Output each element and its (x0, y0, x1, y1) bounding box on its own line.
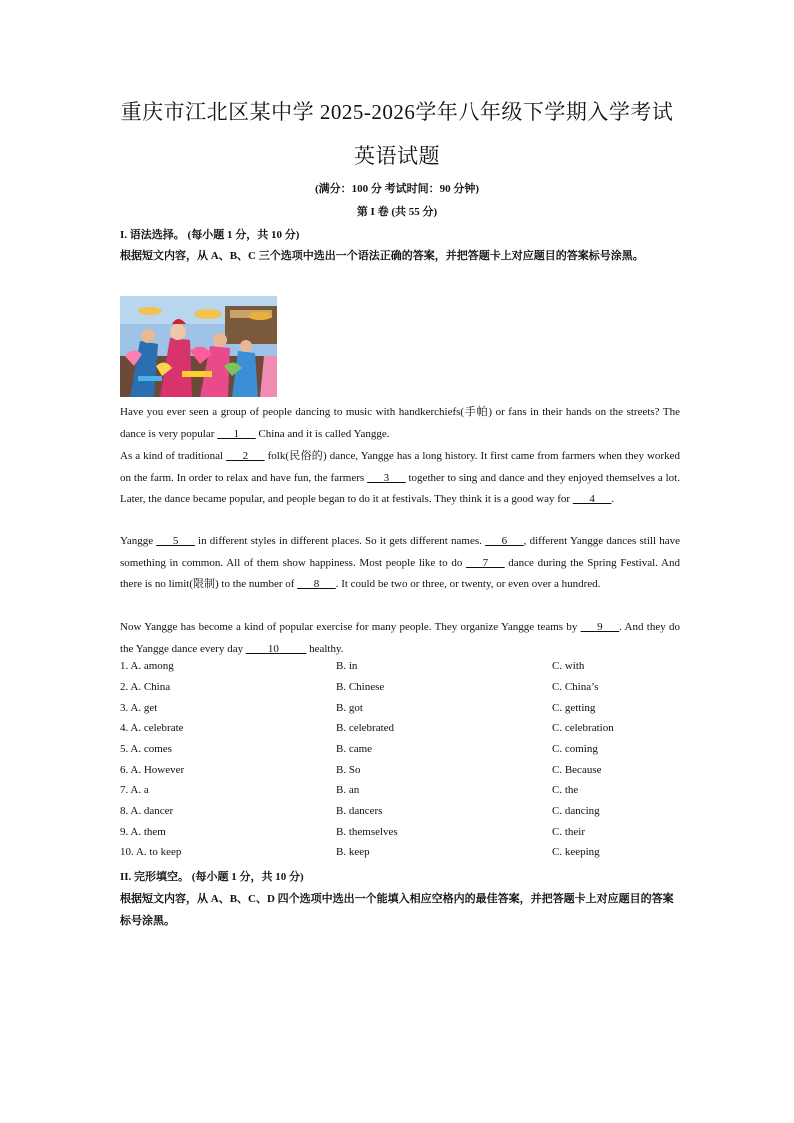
option-b: B. came (336, 743, 373, 755)
blank-7: ___7___ (466, 556, 505, 569)
option-c: C. Because (552, 764, 602, 776)
blank-1: ___1___ (217, 427, 256, 440)
option-row-8 (120, 805, 680, 825)
option-c: C. with (552, 660, 585, 672)
exam-title: 重庆市江北区某中学 2025-2026学年八年级下学期入学考试 (120, 100, 674, 124)
score-time-info: (满分：100 分 考试时间：90 分钟) (314, 183, 480, 195)
option-c: C. celebration (552, 722, 614, 734)
option-row-3 (120, 702, 680, 722)
blank-9: ___9___ (580, 621, 620, 633)
passage-text: folk(民俗的) dance, Yangge has a long history. It first came from farmers when they worked on the farm. In order to relax and have fun, the farmers (120, 450, 680, 484)
option-c: C. keeping (552, 846, 600, 858)
option-b: B. So (336, 764, 361, 776)
option-row-2 (120, 681, 680, 701)
option-a: 10. A. to keep (120, 846, 182, 858)
option-row-7 (120, 784, 680, 804)
option-b: B. in (336, 660, 358, 672)
option-b: B. an (336, 784, 360, 796)
option-row-6 (120, 764, 680, 784)
option-row-4 (120, 722, 680, 742)
passage-text: . It could be two or three, or twenty, or even over a hundred. (335, 578, 601, 590)
section1-instruction: 根据短文内容，从 A、B、C 三个选项中选出一个语法正确的答案，并把答题卡上对应题目的答案标号涂黑。 (120, 250, 644, 262)
option-b: B. Chinese (336, 681, 385, 693)
option-row-1 (120, 660, 680, 680)
passage-text: China and it is called Yangge. (255, 427, 390, 440)
blank-4: ___4___ (572, 493, 612, 505)
passage-text: . (611, 493, 615, 505)
passage-text: healthy. (306, 642, 344, 655)
passage-text: in different styles in different places. So it gets different names. (194, 535, 486, 547)
blank-10: ____10_____ (245, 642, 307, 655)
option-b: B. dancers (336, 805, 383, 817)
yangge-dance-photo (120, 296, 277, 397)
blank-3: ___3___ (367, 471, 406, 484)
option-c: C. getting (552, 702, 596, 714)
option-a: 8. A. dancer (120, 805, 174, 817)
option-a: 7. A. a (120, 784, 149, 796)
volume-label: 第 I 卷 (共 55 分) (356, 206, 438, 218)
passage-text: Have you ever seen a group of people dancing to music with handkerchiefs(手帕) or fans in their hands on the streets? The dance is very popular (120, 406, 680, 440)
option-row-9 (120, 826, 680, 846)
option-a: 6. A. However (120, 764, 185, 776)
option-c: C. their (552, 826, 585, 838)
exam-subtitle: 英语试题 (354, 144, 440, 168)
option-b: B. got (336, 702, 363, 714)
passage-text: together to sing and dance and they enjoyed themselves a lot. Later, the dance became popular, and people began to do it at festivals. They think it is a good way for (120, 471, 680, 505)
blank-6: ___6___ (485, 535, 524, 547)
passage-text: Now Yangge has become a kind of popular exercise for many people. They organize Yangge teams by (120, 621, 581, 633)
option-a: 2. A. China (120, 681, 171, 693)
passage-text: dance during the Spring Festival. And there is no limit(限制) to the number of (120, 556, 680, 590)
option-row-5 (120, 743, 680, 763)
blank-5: ___5___ (156, 535, 195, 547)
option-b: B. keep (336, 846, 370, 858)
passage-paragraph-1 (120, 402, 680, 445)
option-c: C. coming (552, 743, 598, 755)
option-row-10 (120, 846, 680, 866)
option-a: 5. A. comes (120, 743, 172, 755)
section2-heading: II. 完形填空。 (每小题 1 分，共 10 分) (120, 871, 304, 883)
passage-paragraph-4 (120, 617, 680, 660)
option-a: 3. A. get (120, 702, 158, 714)
section2-instruction: 根据短文内容，从 A、B、C、D 四个选项中选出一个能填入相应空格内的最佳答案，并把答题卡上对应题目的答案标号涂黑。 (120, 893, 674, 927)
option-a: 4. A. celebrate (120, 722, 184, 734)
blank-2: ___2___ (226, 450, 265, 462)
option-c: C. China’s (552, 681, 599, 693)
passage-text: , different Yangge dances still have something in common. All of them show happiness. Most people like to do (120, 535, 680, 569)
option-b: B. themselves (336, 826, 398, 838)
option-b: B. celebrated (336, 722, 395, 734)
section1-heading: I. 语法选择。 (每小题 1 分，共 10 分) (120, 229, 300, 241)
passage-paragraph-3 (120, 531, 680, 596)
passage-text: Yangge (120, 535, 157, 547)
option-c: C. dancing (552, 805, 600, 817)
passage-paragraph-2 (120, 446, 680, 511)
passage-text: . And they do the Yangge dance every day (120, 621, 680, 655)
option-c: C. the (552, 784, 579, 796)
passage-text: As a kind of traditional (120, 450, 227, 462)
option-a: 1. A. among (120, 660, 174, 672)
option-a: 9. A. them (120, 826, 166, 838)
blank-8: ___8___ (297, 578, 336, 590)
